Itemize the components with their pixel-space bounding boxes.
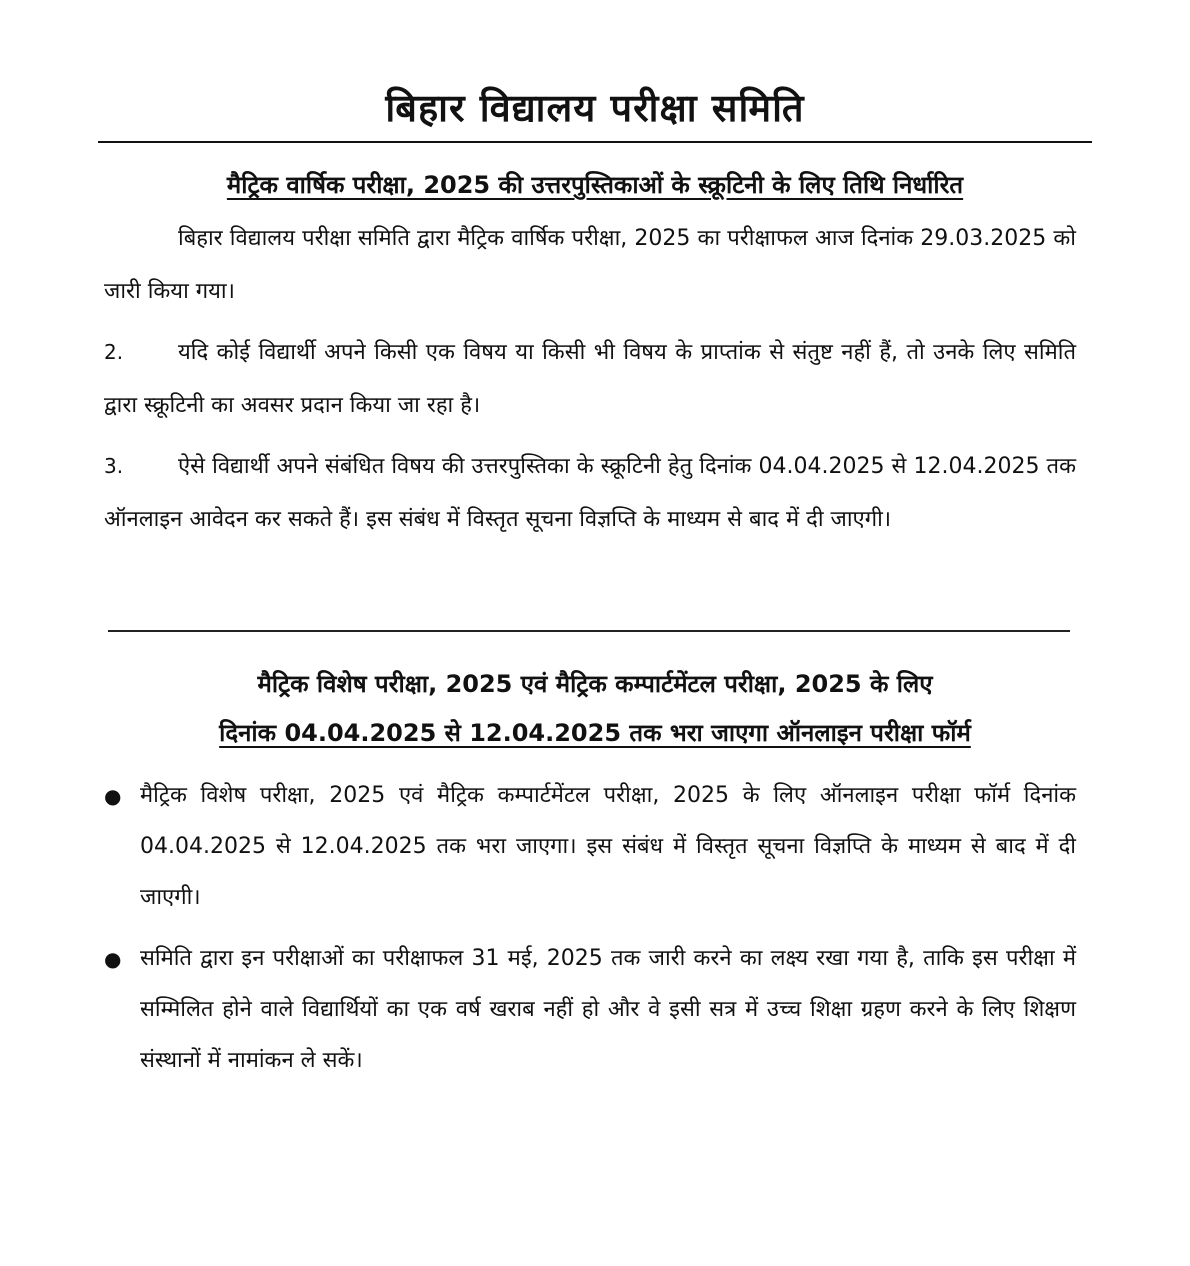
section2-heading-line2: [100, 716, 1090, 750]
section1-paragraph-3: [104, 440, 1076, 546]
organization-title: बिहार विद्यालय परीक्षा समिति: [385, 86, 805, 130]
section1-heading: [100, 168, 1090, 202]
paragraph-text: यदि कोई विद्यार्थी अपने किसी एक विषय या किसी भी विषय के प्राप्तांक से संतुष्ट नहीं हैं, तो उनके लिए समिति द्वारा स्क्रूटिनी का अवसर प्रदान किया जा रहा है।: [104, 340, 1076, 418]
bullet-icon: ●: [104, 947, 122, 971]
bullet-icon: ●: [104, 784, 122, 808]
paragraph-text: ऐसे विद्यार्थी अपने संबंधित विषय की उत्तरपुस्तिका के स्क्रूटिनी हेतु दिनांक 04.04.2025 से 12.04.2025 तक ऑनलाइन आवेदन कर सकते हैं। इस संबंध में विस्तृत सूचना विज्ञप्ति के माध्यम से बाद में दी जाएगी।: [104, 454, 1076, 532]
bullet-text: मैट्रिक विशेष परीक्षा, 2025 एवं मैट्रिक कम्पार्टमेंटल परीक्षा, 2025 के लिए ऑनलाइन परीक्षा फॉर्म दिनांक 04.04.2025 से 12.04.2025 तक भरा जाएगा। इस संबंध में विस्तृत सूचना विज्ञप्ति के माध्यम से बाद में दी जाएगी।: [140, 783, 1076, 910]
section2-heading-line2-text: दिनांक 04.04.2025 से 12.04.2025 तक भरा जाएगा ऑनलाइन परीक्षा फॉर्म: [219, 719, 971, 747]
list-item: [104, 770, 1076, 923]
section-divider: [108, 630, 1070, 632]
paragraph-number: 2.: [104, 340, 124, 364]
paragraph-number: 3.: [104, 454, 124, 478]
section1-heading-text: मैट्रिक वार्षिक परीक्षा, 2025 की उत्तरपुस्तिकाओं के स्क्रूटिनी के लिए तिथि निर्धारित: [226, 171, 964, 199]
section1-paragraph-2: [104, 326, 1076, 432]
bullet-text: समिति द्वारा इन परीक्षाओं का परीक्षाफल 31 मई, 2025 तक जारी करने का लक्ष्य रखा गया है, ताकि इस परीक्षा में सम्मिलित होने वाले विद्यार्थियों का एक वर्ष खराब नहीं हो और वे इसी सत्र में उच्च शिक्षा ग्रहण करने के लिए शिक्षण संस्थानों में नामांकन ले सकें।: [140, 946, 1076, 1073]
title-divider: [98, 141, 1092, 143]
section1-paragraph-1: बिहार विद्यालय परीक्षा समिति द्वारा मैट्रिक वार्षिक परीक्षा, 2025 का परीक्षाफल आज दिनांक 29.03.2025 को जारी किया गया।: [104, 226, 1076, 304]
section2-heading-line1: मैट्रिक विशेष परीक्षा, 2025 एवं मैट्रिक कम्पार्टमेंटल परीक्षा, 2025 के लिए: [257, 670, 933, 698]
list-item: [104, 933, 1076, 1086]
